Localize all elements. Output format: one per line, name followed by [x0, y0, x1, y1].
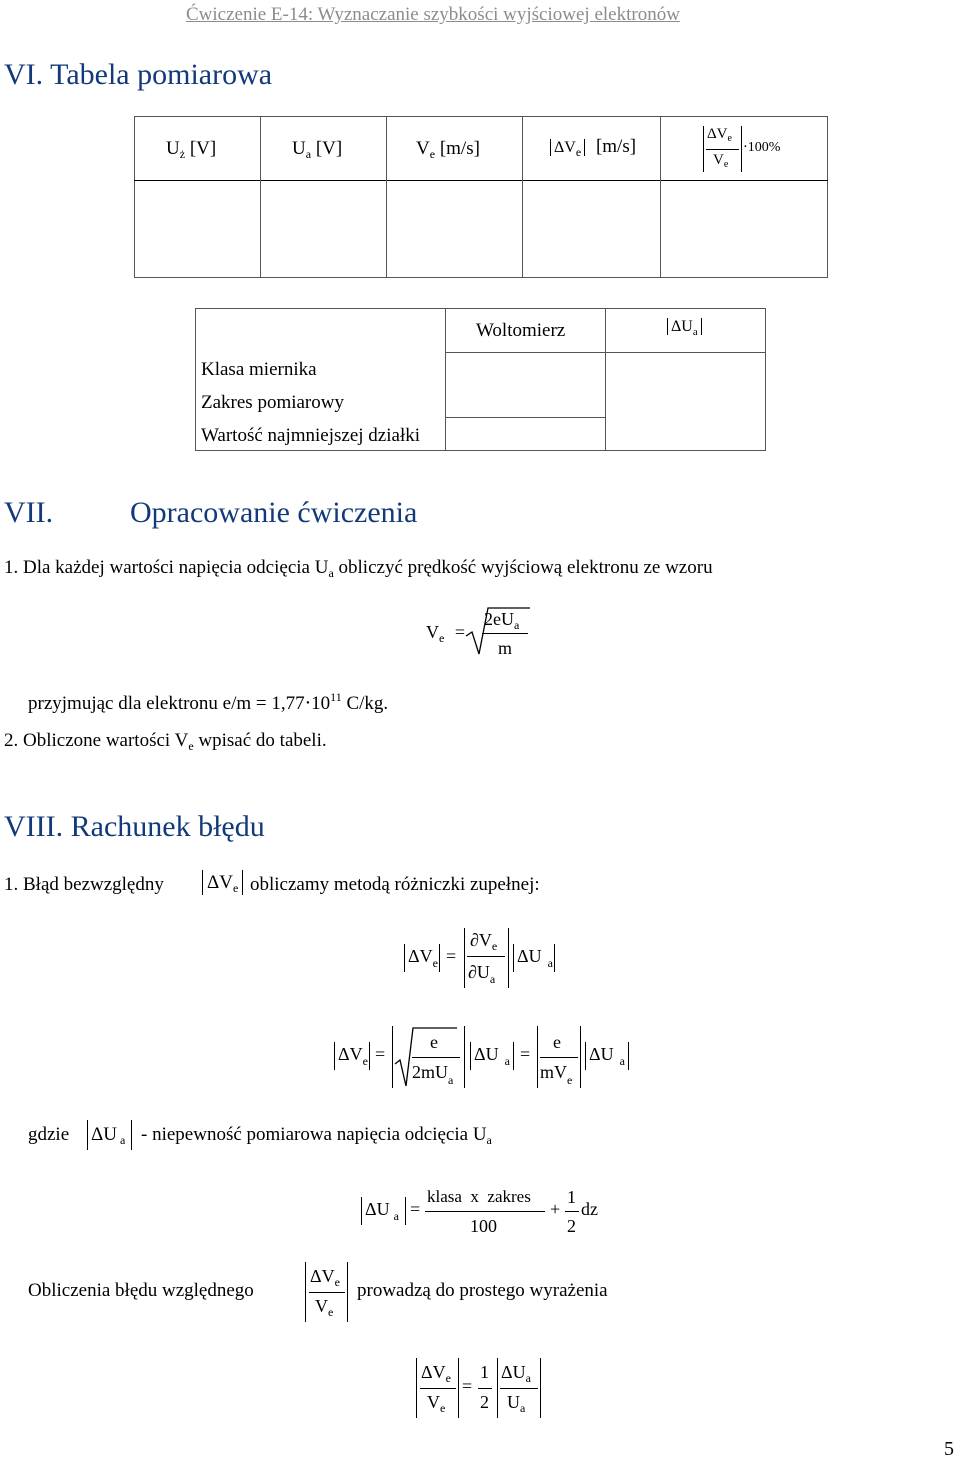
row-label-range: Zakres pomiarowy: [201, 392, 344, 413]
row-label-class: Klasa miernika: [201, 359, 317, 380]
eq2-equals-1: =: [375, 1044, 386, 1064]
charge-mass-assumption: przyjmując dla elektronu $e/m = 1,77\cdot 10^{11}$ C/kg.: [28, 690, 389, 714]
table-col-divider: [660, 116, 661, 278]
instrument-col-divider: [605, 308, 606, 451]
eq1-lhs: $\Delta V_e$: [408, 946, 438, 970]
relative-numerator: $\Delta V_e$: [310, 1266, 340, 1289]
abs-bar: [554, 944, 555, 972]
eq4-half-numerator: 1: [480, 1362, 489, 1382]
eq2-delta-ua-2: ΔU $_a$: [589, 1044, 625, 1068]
eq2-equals-2: =: [520, 1044, 531, 1064]
table-header-uz: $U_ż$ [V]: [166, 138, 217, 161]
voltmeter-header: Woltomierz: [476, 320, 566, 341]
abs-bar: [416, 1358, 417, 1418]
abs-bar: [305, 1262, 306, 1322]
error-intro-rest: obliczamy metodą różniczki zupełnej:: [250, 874, 540, 895]
eq1-delta-ua: ΔU $_a$: [517, 946, 553, 970]
table-row-divider: [134, 180, 828, 181]
eq2-delta-ua-1: ΔU $_a$: [474, 1044, 510, 1068]
eq2-fraction-bar: [540, 1057, 578, 1058]
relative-denominator: $V_e$: [315, 1296, 334, 1319]
table-header-delta-ve: $\Delta V_e$ [m/s]: [550, 136, 636, 158]
formula-lhs: $V_e$ =: [426, 622, 465, 645]
table-header-ve: $V_e$ [m/s]: [416, 138, 480, 161]
formula-fraction-bar: [482, 633, 528, 634]
running-header: Ćwiczenie E-14: Wyznaczanie szybkości wyjściowej elektronów: [186, 4, 680, 25]
eq2-numerator-2: e: [553, 1032, 561, 1052]
eq2-denominator-1: $2mU_a$: [412, 1062, 454, 1087]
eq4-lhs-denominator: $V_e$: [427, 1392, 446, 1415]
eq4-equals: =: [462, 1376, 473, 1396]
abs-bar: [458, 1358, 459, 1418]
abs-bar: [540, 1358, 541, 1418]
eq2-lhs: $\Delta V_e$: [338, 1044, 368, 1068]
abs-bar: [497, 1358, 498, 1418]
eq4-rhs-bar: [500, 1388, 538, 1389]
abs-bar: [334, 1042, 335, 1070]
eq2-numerator-1: e: [430, 1032, 438, 1052]
where-word: gdzie: [28, 1124, 70, 1145]
eq3-half-bar: [565, 1211, 579, 1212]
table-col-divider: [386, 116, 387, 278]
eq1-fraction-bar: [467, 956, 505, 957]
abs-bar: [508, 928, 509, 988]
eq2-denominator-2: $mV_e$: [540, 1062, 573, 1087]
fraction-bar: [706, 149, 739, 150]
relative-fraction-bar: [309, 1292, 345, 1293]
section-8-title: VIII. Rachunek błędu: [4, 810, 265, 843]
abs-bar: [87, 1120, 88, 1150]
eq3-half-denominator: 2: [567, 1216, 576, 1236]
eq3-denominator: 100: [470, 1216, 497, 1236]
abs-bar: [404, 944, 405, 972]
abs-bar: [537, 1026, 538, 1088]
eq1-equals: =: [446, 946, 457, 966]
eq3-numerator: klasa x zakres: [427, 1187, 531, 1206]
table-col-divider: [260, 116, 261, 278]
row-label-division: Wartość najmniejszej działki: [201, 425, 421, 446]
eq2-fraction-bar: [412, 1057, 460, 1058]
formula-denominator: m: [498, 638, 513, 658]
page-number: 5: [944, 1438, 954, 1460]
abs-bar: [464, 1026, 465, 1088]
delta-ua-header: $\Delta U_a$: [667, 318, 702, 336]
abs-bar: [470, 1042, 471, 1070]
eq1-numerator: $\partial V_e$: [470, 930, 498, 953]
section-7-number: VII.: [4, 496, 54, 529]
section-6-title: VI. Tabela pomiarowa: [4, 58, 273, 91]
eq4-half-bar: [478, 1388, 492, 1389]
relative-intro: Obliczenia błędu względnego: [28, 1280, 254, 1301]
eq3-lhs: ΔU $_a$: [365, 1199, 399, 1223]
instruction-1: 1. Dla każdej wartości napięcia odcięcia $U_a$ obliczyć prędkość wyjściową elektronu ze wzoru: [4, 557, 713, 580]
table-header-ua: $U_a$ [V]: [292, 138, 343, 161]
percent-factor: ⋅100%: [743, 140, 781, 155]
table-col-divider: [522, 116, 523, 278]
abs-bar: [628, 1042, 629, 1070]
abs-bar: [513, 1042, 514, 1070]
eq3-plus: +: [550, 1199, 561, 1219]
eq4-fraction-bar: [420, 1388, 456, 1389]
where-description: - niepewność pomiarowa napięcia odcięcia $U_a$: [141, 1124, 492, 1147]
abs-bar-right: [741, 126, 742, 172]
instruction-2: 2. Obliczone wartości $V_e$ wpisać do tabeli.: [4, 730, 327, 753]
abs-bar: [361, 1197, 362, 1225]
instrument-row-divider: [445, 417, 605, 418]
eq3-fraction-bar: [425, 1211, 545, 1212]
abs-bar: [513, 944, 514, 972]
abs-bar: [439, 944, 440, 972]
abs-bar-left: [703, 126, 704, 172]
eq4-rhs-numerator: $\Delta U_a$: [501, 1362, 531, 1385]
eq1-denominator: $\partial U_a$: [468, 962, 496, 986]
abs-bar: [347, 1262, 348, 1322]
abs-bar: [369, 1042, 370, 1070]
abs-bar: [392, 1026, 393, 1088]
eq4-lhs-numerator: $\Delta V_e$: [421, 1362, 451, 1385]
abs-bar: [585, 1042, 586, 1070]
abs-delta-ve: $\Delta V_e$: [202, 872, 243, 900]
abs-bar: [464, 928, 465, 988]
fraction-denominator: $V_e$: [713, 152, 729, 170]
eq3-half-numerator: 1: [567, 1187, 576, 1207]
abs-bar: [131, 1120, 132, 1150]
fraction-numerator: $\Delta V_e$: [707, 126, 732, 144]
eq3-equals: =: [410, 1199, 421, 1219]
instrument-col-divider: [445, 308, 446, 451]
abs-bar: [405, 1197, 406, 1225]
formula-numerator: $2eU_a$: [484, 609, 520, 632]
eq4-half-denominator: 2: [480, 1392, 489, 1412]
where-delta-ua: ΔU $_a$: [91, 1124, 126, 1147]
abs-bar: [580, 1026, 581, 1088]
eq3-dz: dz: [581, 1199, 598, 1219]
relative-conclusion: prowadzą do prostego wyrażenia: [357, 1280, 608, 1301]
eq4-rhs-denominator: $U_a$: [507, 1392, 526, 1415]
error-intro: 1. Błąd bezwzględny: [4, 874, 164, 895]
section-7-title: Opracowanie ćwiczenia: [130, 496, 418, 529]
